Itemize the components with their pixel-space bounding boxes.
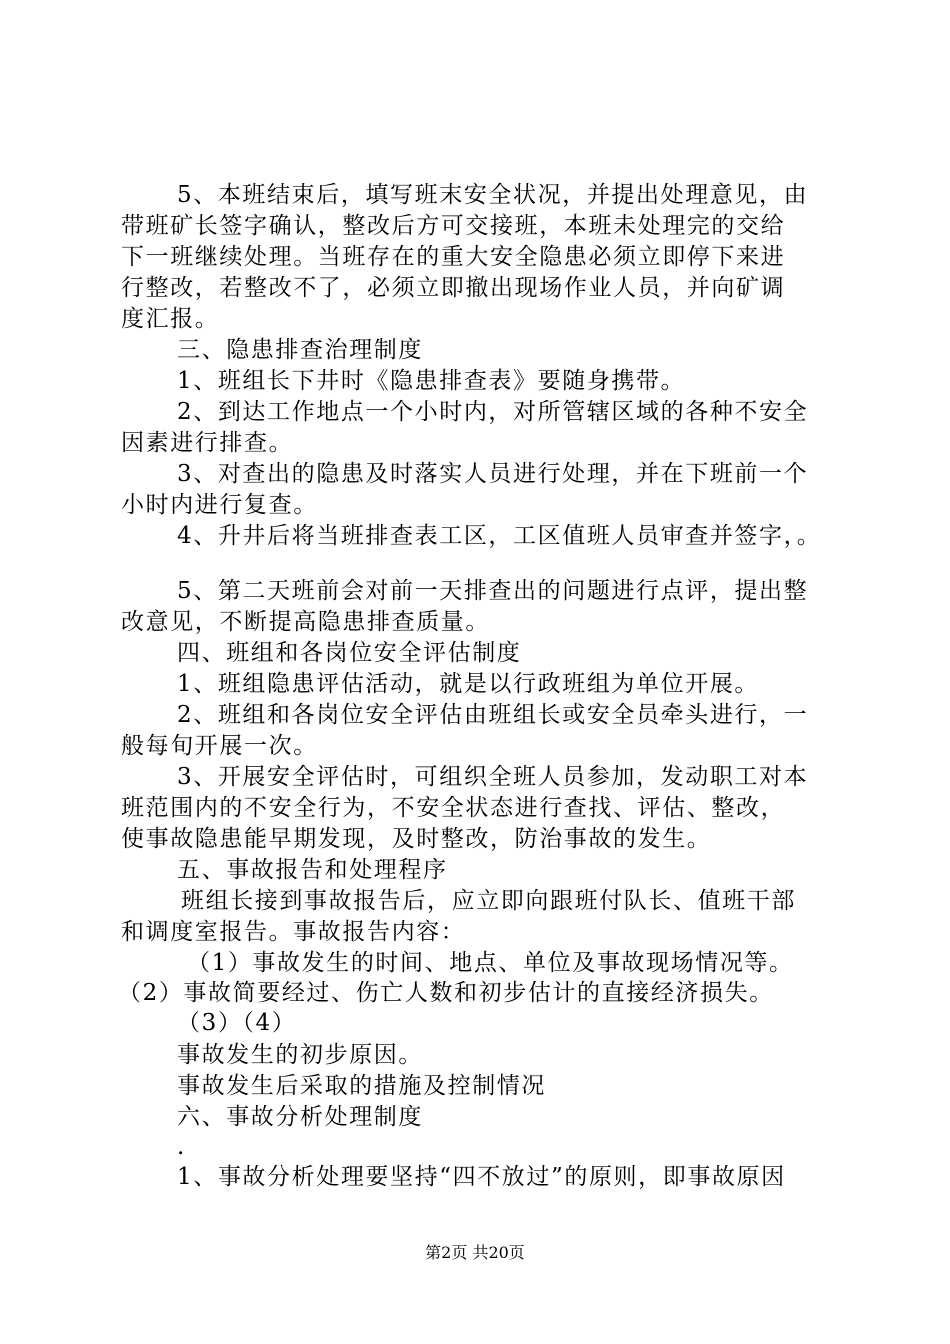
- paragraph-line: 3、开展安全评估时，可组织全班人员参加，发动职工对本: [177, 764, 809, 790]
- list-item: （3）（4）: [177, 1010, 297, 1036]
- paragraph-line: 改意见，不断提高隐患排查质量。: [121, 609, 490, 635]
- paragraph-line: 带班矿长签字确认，整改后方可交接班，本班未处理完的交给: [121, 213, 786, 239]
- paragraph-line: 1、班组隐患评估活动，就是以行政班组为单位开展。: [177, 671, 760, 697]
- paragraph-line: 下一班继续处理。当班存在的重大安全隐患必须立即停下来进: [121, 244, 786, 270]
- paragraph-line: 1、事故分析处理要坚持“四不放过”的原则，即事故原因: [177, 1164, 786, 1190]
- paragraph-line: 班范围内的不安全行为，不安全状态进行查找、评估、整改，: [121, 795, 786, 821]
- paragraph-line: 5、本班结束后，填写班末安全状况，并提出处理意见，由: [177, 182, 809, 208]
- section-heading: 四、班组和各岗位安全评估制度: [177, 640, 522, 666]
- section-heading: 六、事故分析处理制度: [177, 1104, 423, 1130]
- paragraph-line: 2、到达工作地点一个小时内，对所管辖区域的各种不安全: [177, 399, 809, 425]
- page-number-footer: 第2页 共20页: [425, 1243, 525, 1262]
- paragraph-line: 班组长接到事故报告后，应立即向跟班付队长、值班干部: [181, 888, 796, 914]
- paragraph-line: 2、班组和各岗位安全评估由班组长或安全员牵头进行，一: [177, 702, 809, 728]
- paragraph-line: 事故发生后采取的措施及控制情况: [177, 1073, 546, 1099]
- paragraph-line: 使事故隐患能早期发现，及时整改，防治事故的发生。: [121, 826, 712, 852]
- paragraph-line: 事故发生的初步原因。: [177, 1042, 423, 1068]
- paragraph-line: 1、班组长下井时《隐患排查表》要随身携带。: [177, 368, 686, 394]
- paragraph-line: 般每旬开展一次。: [121, 733, 318, 759]
- list-item: （1）事故发生的时间、地点、单位及事故现场情况等。: [187, 950, 794, 976]
- paragraph-line: 小时内进行复查。: [121, 492, 318, 518]
- stray-mark: .: [177, 1134, 186, 1160]
- paragraph-line: 5、第二天班前会对前一天排查出的问题进行点评，提出整: [177, 578, 809, 604]
- paragraph-line: 3、对查出的隐患及时落实人员进行处理，并在下班前一个: [177, 461, 809, 487]
- section-heading: 三、隐患排查治理制度: [177, 337, 423, 363]
- paragraph-line: 4、升井后将当班排查表工区，工区值班人员审查并签字，。: [177, 523, 822, 549]
- list-item: （2）事故简要经过、伤亡人数和初步估计的直接经济损失。: [118, 980, 774, 1006]
- paragraph-line: 度汇报。: [121, 306, 220, 332]
- paragraph-line: 和调度室报告。事故报告内容：: [121, 919, 466, 945]
- paragraph-line: 因素进行排查。: [121, 430, 294, 456]
- paragraph-line: 行整改，若整改不了，必须立即撤出现场作业人员，并向矿调: [121, 275, 786, 301]
- section-heading: 五、事故报告和处理程序: [177, 857, 448, 883]
